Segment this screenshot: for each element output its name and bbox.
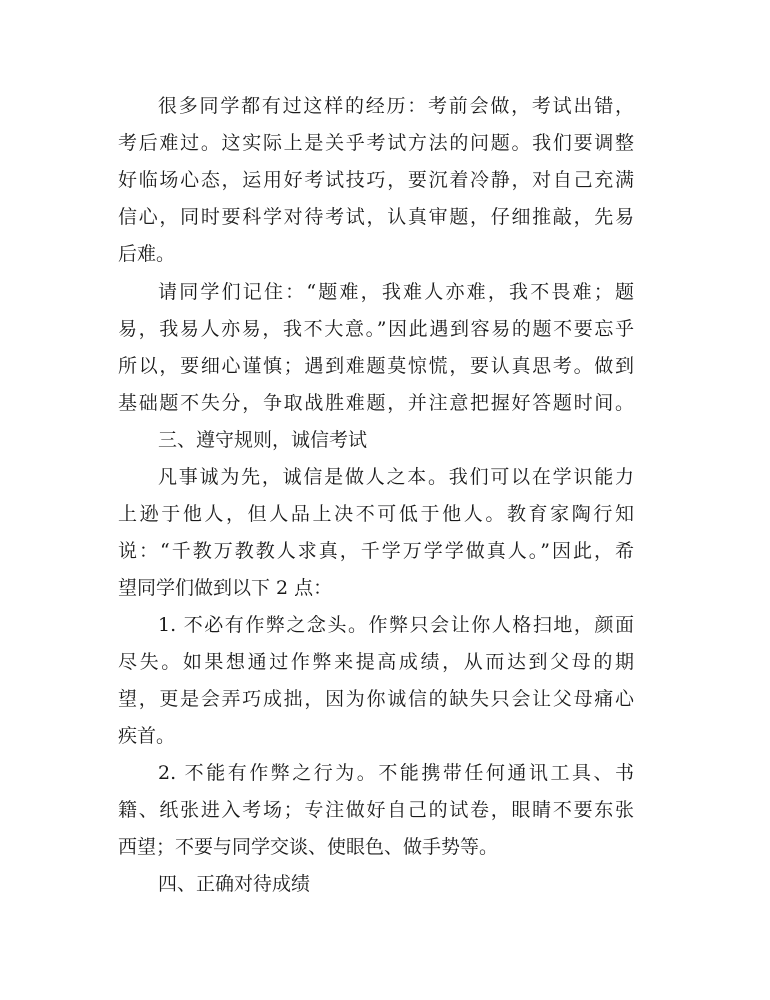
text-line: 凡事诚为先，诚信是做人之本。我们可以在学识能力: [158, 466, 634, 488]
text-line: 后难。: [118, 243, 176, 265]
text-line: 基础题不失分，争取战胜难题，并注意把握好答题时间。: [118, 392, 634, 414]
text-line: 尽失。如果想通过作弊来提高成绩，从而达到父母的期: [118, 651, 634, 673]
text-line: 说：“千教万教教人求真，千学万学学做真人。”因此，希: [118, 540, 634, 562]
text-line: 请同学们记住：“题难，我难人亦难，我不畏难；题: [158, 281, 634, 303]
text-line: 很多同学都有过这样的经历：考前会做，考试出错，: [158, 95, 634, 117]
section-heading-results: 四、正确对待成绩: [158, 873, 311, 895]
text-line: 信心，同时要科学对待考试，认真审题，仔细推敲，先易: [118, 206, 634, 228]
text-line: 所以，要细心谨慎；遇到难题莫惊慌，要认真思考。做到: [118, 355, 634, 377]
text-line: 易，我易人亦易，我不大意。”因此遇到容易的题不要忘乎: [118, 318, 634, 340]
text-line: 2. 不能有作弊之行为。不能携带任何通讯工具、书: [158, 762, 634, 784]
text-line: 籍、纸张进入考场；专注做好自己的试卷，眼睛不要东张: [118, 799, 634, 821]
text-line: 考后难过。这实际上是关乎考试方法的问题。我们要调整: [118, 132, 634, 154]
text-line: 望，更是会弄巧成拙，因为你诚信的缺失只会让父母痛心: [118, 688, 634, 710]
text-line: 西望；不要与同学交谈、使眼色、做手势等。: [118, 836, 499, 858]
section-heading-integrity: 三、遵守规则，诚信考试: [158, 429, 368, 451]
text-line: 望同学们做到以下 2 点：: [118, 577, 333, 599]
text-line: 上逊于他人，但人品上决不可低于他人。教育家陶行知: [118, 503, 634, 525]
text-line: 疾首。: [118, 725, 176, 747]
text-line: 好临场心态，运用好考试技巧，要沉着冷静，对自己充满: [118, 169, 634, 191]
text-line: 1. 不必有作弊之念头。作弊只会让你人格扫地，颜面: [158, 614, 634, 636]
